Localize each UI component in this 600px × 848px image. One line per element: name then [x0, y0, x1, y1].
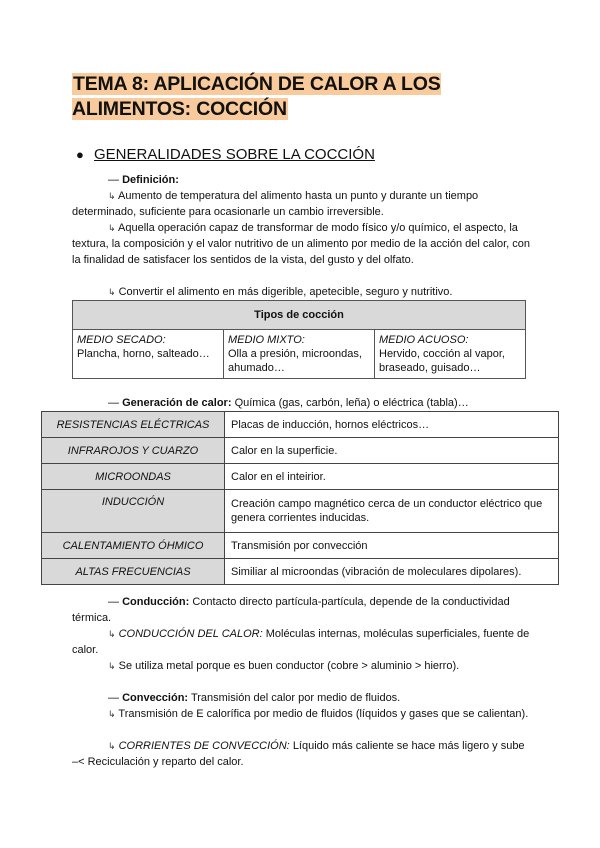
definicion-item-3 — [72, 284, 532, 300]
definicion-item-1 — [72, 188, 532, 220]
conveccion-sub-2-label: CORRIENTES DE CONVECCIÓN: — [118, 740, 290, 752]
section-heading — [76, 146, 375, 164]
tipos-cell-acuoso: MEDIO ACUOSO: Hervido, cocción al vapor, braseado, guisado… — [375, 330, 526, 379]
generacion-text: Química (gas, carbón, leña) o eléctrica (tabla)… — [234, 397, 469, 409]
conduccion-sub-2-text: Se utiliza metal porque es buen conductor (cobre > aluminio > hierro). — [118, 660, 460, 672]
definicion-item-2-text: Aquella operación capaz de transformar de modo físico y/o químico, el aspecto, la textura, la composición y el valor nutritivo de un alimento por medio de la acción del calor, con la finalidad de satisfacer los sentidos de la vista, del gusto y del olfato. — [72, 222, 530, 266]
conveccion-sub-2 — [72, 738, 532, 770]
generacion-line — [108, 395, 469, 411]
page-title — [72, 72, 542, 122]
arrow-icon: ↳ — [108, 287, 116, 297]
conveccion-sub-2-text: Líquido más caliente se hace más ligero y sube –< Reciculación y reparto del calor. — [72, 740, 525, 768]
arrow-icon: ↳ — [108, 741, 116, 751]
definicion-label-text: Definición: — [122, 174, 179, 186]
tipos-table-header: Tipos de cocción — [73, 301, 526, 330]
conveccion-text: Transmisión del calor por medio de fluidos. — [190, 692, 401, 704]
conduccion-sub-2 — [72, 658, 532, 674]
dash-symbol: — — [108, 174, 119, 186]
table-row: MICROONDAS Calor en el inteirior. — [42, 464, 559, 490]
conveccion-para — [72, 690, 532, 706]
table-row: ALTAS FRECUENCIAS Similiar al microondas (vibración de moleculares dipolares). — [42, 559, 559, 585]
conveccion-sub-1 — [72, 706, 532, 722]
conduccion-text: Contacto directo partícula-partícula, depende de la conductividad térmica. — [72, 596, 510, 624]
bullet-icon: ● — [76, 147, 84, 162]
dash-symbol: — — [108, 692, 119, 704]
arrow-icon: ↳ — [108, 629, 116, 639]
generacion-calor-table — [41, 411, 559, 585]
definicion-item-1-text: Aumento de temperatura del alimento hasta un punto y durante un tiempo determinado, suficiente para ocasionarle un cambio irreversible. — [72, 190, 479, 218]
definicion-item-2 — [72, 220, 532, 268]
conduccion-label: Conducción: — [122, 596, 190, 608]
dash-symbol: — — [108, 397, 119, 409]
arrow-icon: ↳ — [108, 661, 116, 671]
conveccion-label: Convección: — [122, 692, 189, 704]
table-row: INDUCCIÓN Creación campo magnético cerca de un conductor eléctrico que genera corrientes inducidas. — [42, 490, 559, 533]
tipos-cell-mixto: MEDIO MIXTO: Olla a presión, microondas, ahumado… — [224, 330, 375, 379]
conduccion-sub-1-label: CONDUCCIÓN DEL CALOR: — [118, 628, 263, 640]
conduccion-sub-1-text: Moléculas internas, moléculas superficiales, fuente de calor. — [72, 628, 530, 656]
table-row: RESISTENCIAS ELÉCTRICAS Placas de inducción, hornos eléctricos… — [42, 412, 559, 438]
section-heading-text: GENERALIDADES SOBRE LA COCCIÓN — [94, 146, 375, 163]
tipos-coccion-table — [72, 300, 526, 379]
definicion-label — [108, 172, 179, 188]
table-row: INFRAROJOS Y CUARZO Calor en la superficie. — [42, 438, 559, 464]
generacion-label: Generación de calor: — [122, 397, 232, 409]
table-row: CALENTAMIENTO ÓHMICO Transmisión por convección — [42, 533, 559, 559]
arrow-icon: ↳ — [108, 709, 116, 719]
tipos-cell-secado: MEDIO SECADO: Plancha, horno, salteado… — [73, 330, 224, 379]
arrow-icon: ↳ — [108, 223, 116, 233]
arrow-icon: ↳ — [108, 191, 116, 201]
conveccion-sub-1-text: Transmisión de E calorífica por medio de fluidos (líquidos y gases que se calientan). — [118, 708, 529, 720]
definicion-item-3-text: Convertir el alimento en más digerible, apetecible, seguro y nutritivo. — [118, 286, 453, 298]
dash-symbol: — — [108, 596, 119, 608]
title-text: TEMA 8: APLICACIÓN DE CALOR A LOS ALIMENTOS: COCCIÓN — [72, 73, 441, 120]
conduccion-sub-1 — [72, 626, 532, 658]
conduccion-para — [72, 594, 532, 626]
